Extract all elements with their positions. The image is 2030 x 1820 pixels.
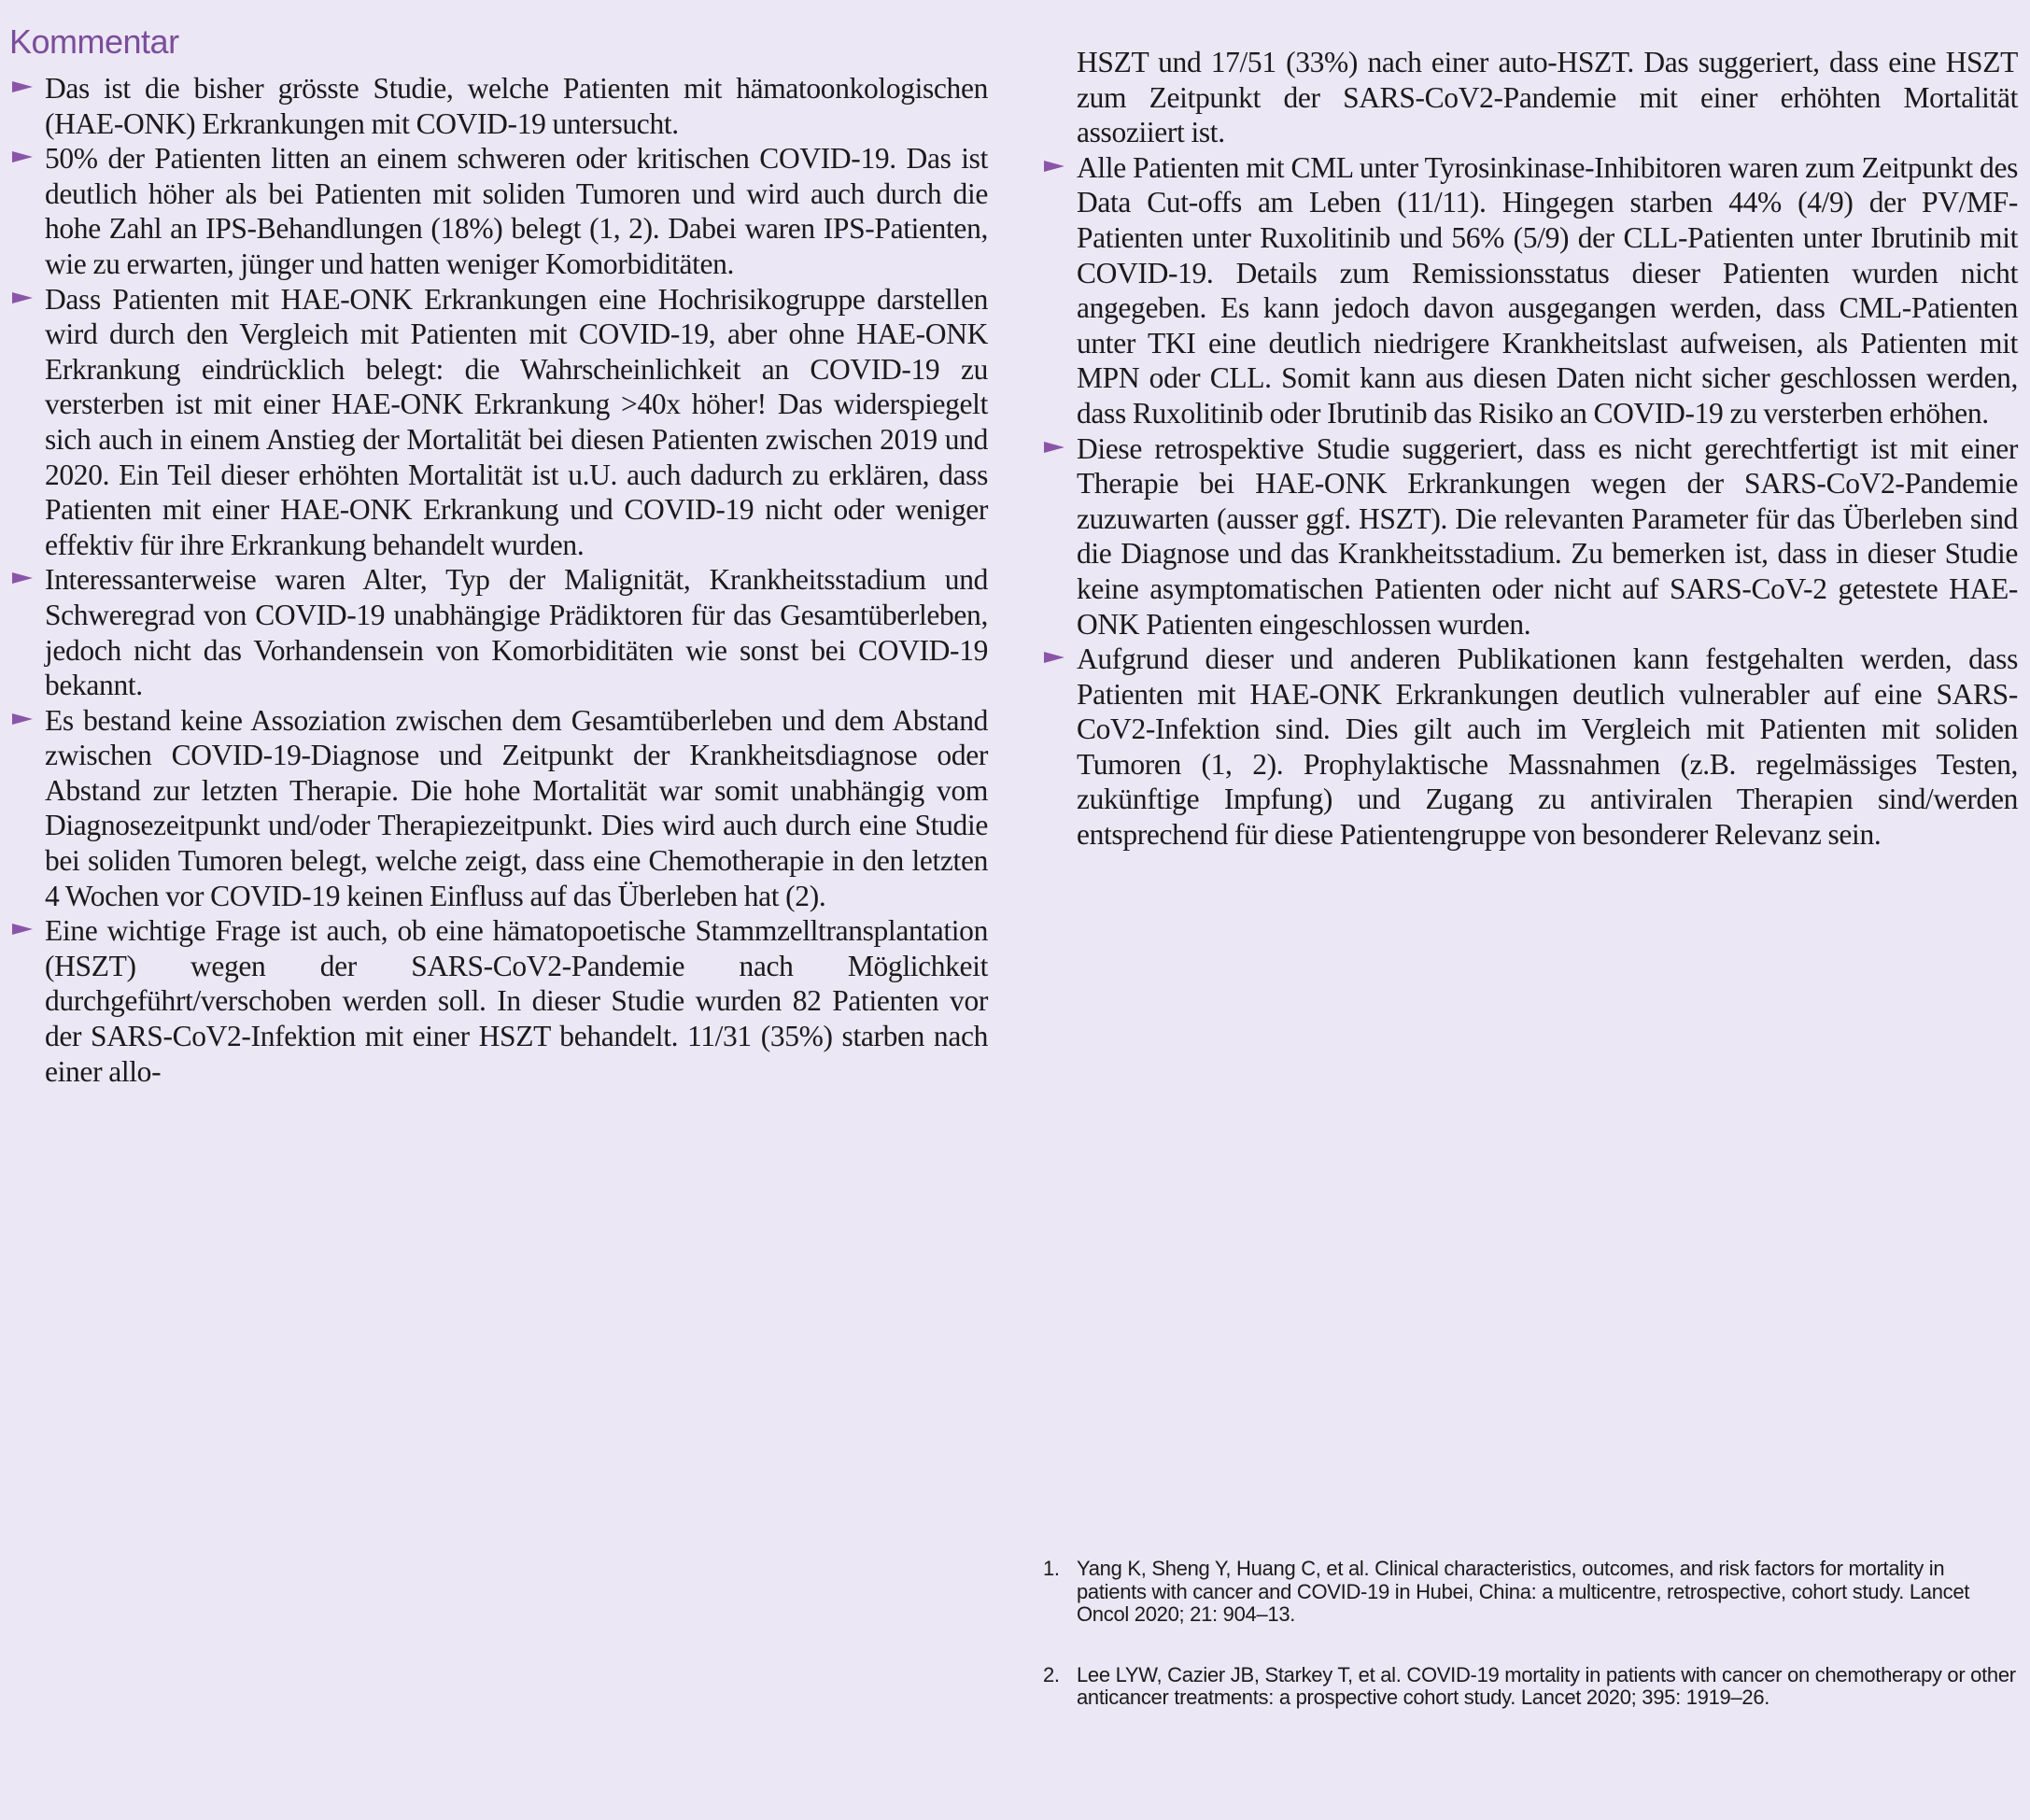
right-column (1077, 45, 2018, 853)
bullet-text: Interessanterweise waren Alter, Typ der Malignität, Krankheitsstadium und Schweregrad von COVID-19 unabhängige Prädiktoren für das Gesamtüberleben, jedoch nicht das Vorhandensein von Komorbiditäten wie sonst bei COVID-19 bekannt. (45, 563, 988, 702)
bullet-text: Eine wichtige Frage ist auch, ob eine hämatopoetische Stammzelltransplantation (HSZT) wegen der SARS-CoV2-Pandemie nach Möglichkeit durchgeführt/verschoben werden soll. In dieser Studie wurden 82 Patienten vor der SARS-CoV2-Infektion mit einer HSZT behandelt. 11/31 (35%) starben nach einer allo- (45, 914, 988, 1088)
bullet-item (45, 141, 988, 281)
continued-text: HSZT und 17/51 (33%) nach einer auto-HSZT. Das suggeriert, dass eine HSZT zum Zeitpunkt der SARS-CoV2-Pandemie mit einer erhöhten Mortalität assoziiert ist. (1077, 46, 2018, 149)
bullet-triangle-icon (12, 81, 33, 92)
bullet-triangle-icon (1044, 161, 1064, 172)
bullet-text: Es bestand keine Assoziation zwischen dem Gesamtüberleben und dem Abstand zwischen COVID-19-Diagnose und Zeitpunkt der Krankheitsdiagnose oder Abstand zur letzten Therapie. Die hohe Mortalität war somit unabhängig vom Diagnosezeitpunkt und/oder Therapiezeitpunkt. Dies wird auch durch eine Studie bei soliden Tumoren belegt, welche zeigt, dass eine Chemotherapie in den letzten 4 Wochen vor COVID-19 keinen Einfluss auf das Überleben hat (2). (45, 703, 988, 912)
bullet-text: Alle Patienten mit CML unter Tyrosinkinase-Inhibitoren waren zum Zeitpunkt des Data Cut-offs am Leben (11/11). Hingegen starben 44% (4/9) der PV/MF-Patienten unter Ruxolitinib und 56% (5/9) der CLL-Patienten unter Ibrutinib mit COVID-19. Details zum Remissionsstatus dieser Patienten wurden nicht angegeben. Es kann jedoch davon ausgegangen werden, dass CML-Patienten unter TKI eine deutlich niedrigere Krankheitslast aufweisen, als Patienten mit MPN oder CLL. Somit kann aus diesen Daten nicht sicher geschlossen werden, dass Ruxolitinib oder Ibrutinib das Risiko an COVID-19 zu versterben erhöhen. (1077, 150, 2018, 430)
section-heading: Kommentar (9, 22, 179, 61)
reference-text: Lee LYW, Cazier JB, Starkey T, et al. COVID-19 mortality in patients with cancer on chemotherapy or other anticancer treatments: a prospective cohort study. Lancet 2020; 395: 1919–26. (1077, 1662, 2016, 1709)
bullet-text: Diese retrospektive Studie suggeriert, dass es nicht gerechtfertigt ist mit einer Therapie bei HAE-ONK Erkrankungen wegen der SARS-CoV2-Pandemie zuzuwarten (ausser ggf. HSZT). Die relevanten Parameter für das Überleben sind die Diagnose und das Krankheitsstadium. Zu bemerken ist, dass in dieser Studie keine asymptomatischen Patienten oder nicht auf SARS-CoV-2 getestete HAE-ONK Patienten eingeschlossen wurden. (1077, 431, 2018, 641)
left-column (45, 71, 988, 1089)
bullet-triangle-icon (1044, 442, 1064, 453)
bullet-triangle-icon (12, 292, 33, 303)
reference-list (1043, 1558, 2019, 1710)
bullet-item (1077, 431, 2018, 642)
bullet-item (45, 71, 988, 141)
reference-item (1043, 1558, 2019, 1627)
bullet-item (1077, 150, 2018, 431)
reference-text: Yang K, Sheng Y, Huang C, et al. Clinical characteristics, outcomes, and risk factors for mortality in patients with cancer and COVID-19 in Hubei, China: a multicentre, retrospective, cohort study. Lancet Oncol 2020; 21: 904–13. (1077, 1557, 1970, 1626)
bullet-text: Das ist die bisher grösste Studie, welche Patienten mit hämatoonkologischen (HAE-ONK) Erkrankungen mit COVID-19 untersucht. (45, 72, 988, 140)
bullet-text: Aufgrund dieser und anderen Publikationen kann festgehalten werden, dass Patienten mit HAE-ONK Erkrankungen deutlich vulnerabler auf eine SARS-CoV2-Infektion sind. Dies gilt auch im Vergleich mit Patienten mit soliden Tumoren (1, 2). Prophylaktische Massnahmen (z.B. regelmässiges Testen, zukünftige Impfung) und Zugang zu antiviralen Therapien sind/werden entsprechend für diese Patientengruppe von besonderer Relevanz sein. (1077, 642, 2018, 852)
bullet-text: Dass Patienten mit HAE-ONK Erkrankungen eine Hochrisikogruppe darstellen wird durch den Vergleich mit Patienten mit COVID-19, aber ohne HAE-ONK Erkrankung eindrücklich belegt: die Wahrscheinlichkeit an COVID-19 zu versterben ist mit einer HAE-ONK Erkrankung >40x höher! Das widerspiegelt sich auch in einem Anstieg der Mortalität bei diesen Patienten zwischen 2019 und 2020. Ein Teil dieser erhöhten Mortalität ist u.U. auch dadurch zu erklären, dass Patienten mit einer HAE-ONK Erkrankung und COVID-19 nicht oder weniger effektiv für ihre Erkrankung behandelt wurden. (45, 282, 988, 561)
bullet-item (1077, 642, 2018, 853)
bullet-triangle-icon (1044, 652, 1064, 663)
bullet-item (45, 562, 988, 702)
bullet-item (45, 913, 988, 1089)
bullet-triangle-icon (12, 572, 33, 584)
bullet-item (45, 703, 988, 914)
reference-item (1043, 1664, 2019, 1710)
bullet-triangle-icon (12, 924, 33, 935)
bullet-text: 50% der Patienten litten an einem schweren oder kritischen COVID-19. Das ist deutlich höher als bei Patienten mit soliden Tumoren und wird auch durch die hohe Zahl an IPS-Behandlungen (18%) belegt (1, 2). Dabei waren IPS-Patienten, wie zu erwarten, jünger und hatten weniger Komorbiditäten. (45, 142, 988, 280)
bullet-triangle-icon (12, 151, 33, 162)
bullet-triangle-icon (12, 713, 33, 725)
bullet-item (45, 282, 988, 563)
reference-number: 1. (1043, 1557, 1060, 1580)
reference-number: 2. (1043, 1662, 1060, 1686)
